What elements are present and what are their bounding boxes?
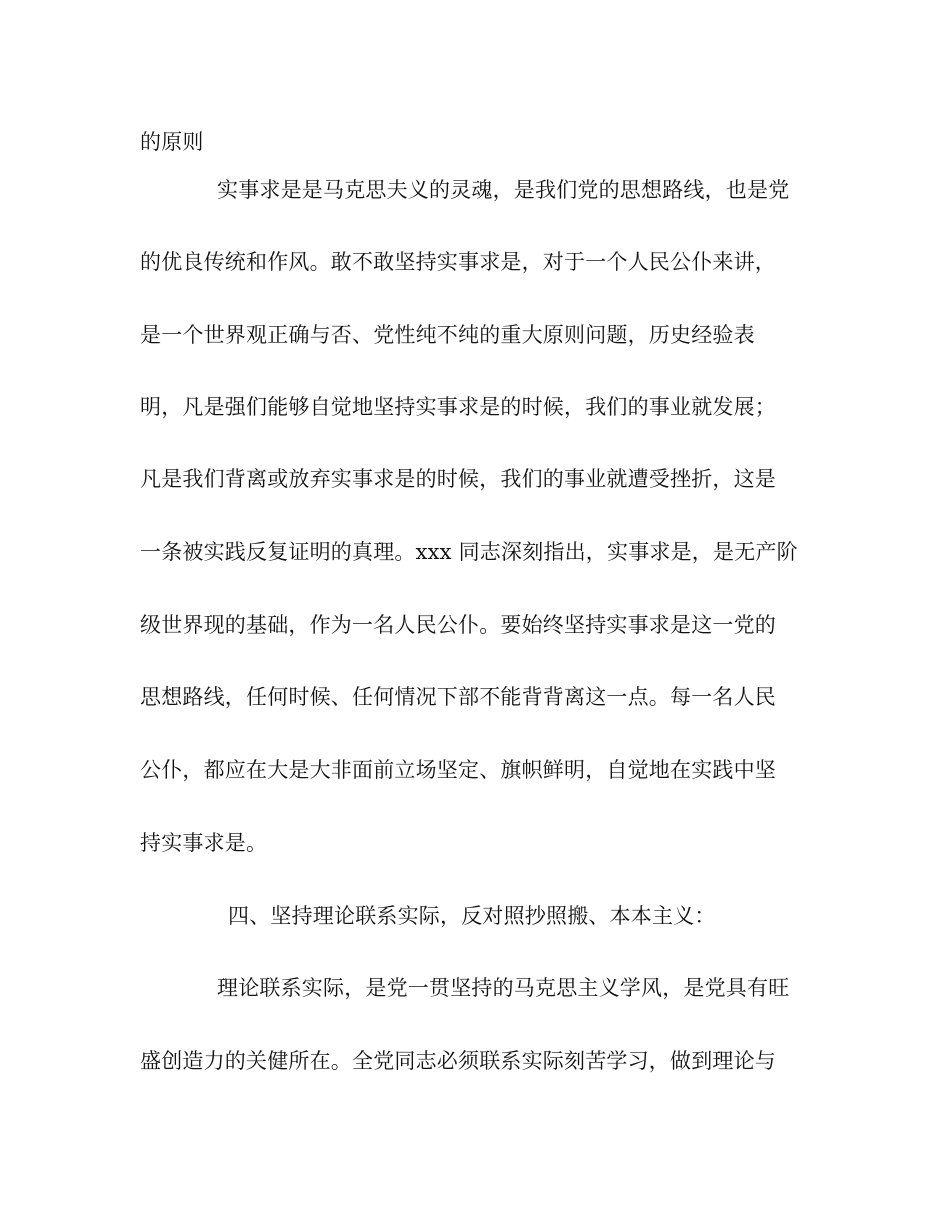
section-heading: 四、坚持理论联系实际，反对照抄照搬、本本主义： — [228, 904, 716, 928]
paragraph-1-line-10: 持实事求是。 — [140, 831, 268, 855]
paragraph-1-line-7: 级世界现的基础，作为一名人民公仆。要始终坚持实事求是这一党的 — [140, 613, 776, 637]
paragraph-2-line-2: 盛创造力的关健所在。全党同志必须联系实际刻苦学习，做到理论与 — [140, 1049, 776, 1073]
text-line-1: 的原则 — [140, 130, 204, 154]
paragraph-1-line-2: 的优良传统和作风。敢不敢坚持实事求是，对于一个人民公仆来讲， — [140, 250, 776, 274]
paragraph-1-line-3: 是一个世界观正确与否、党性纯不纯的重大原则问题，历史经验表 — [140, 323, 755, 347]
paragraph-1-line-5: 凡是我们背离或放弃实事求是的时候，我们的事业就遭受挫折，这是 — [140, 467, 776, 491]
paragraph-1-line-6: 一条被实践反复证明的真理。xxx 同志深刻指出，实事求是，是无产阶 — [140, 540, 798, 564]
paragraph-1-line-9: 公仆，都应在大是大非面前立场坚定、旗帜鲜明，自觉地在实践中坚 — [140, 758, 776, 782]
paragraph-1-line-8: 思想路线，任何时候、任何情况下部不能背背离这一点。每一名人民 — [140, 685, 776, 709]
paragraph-2-line-1: 理论联系实际，是党一贯坚持的马克思主义学风，是党具有旺 — [217, 976, 790, 1000]
paragraph-1-line-4: 明，凡是强们能够自觉地坚持实事求是的时候，我们的事业就发展； — [140, 395, 776, 419]
paragraph-1-line-1: 实事求是是马克思夫义的灵魂，是我们党的思想路线，也是党 — [217, 178, 790, 202]
